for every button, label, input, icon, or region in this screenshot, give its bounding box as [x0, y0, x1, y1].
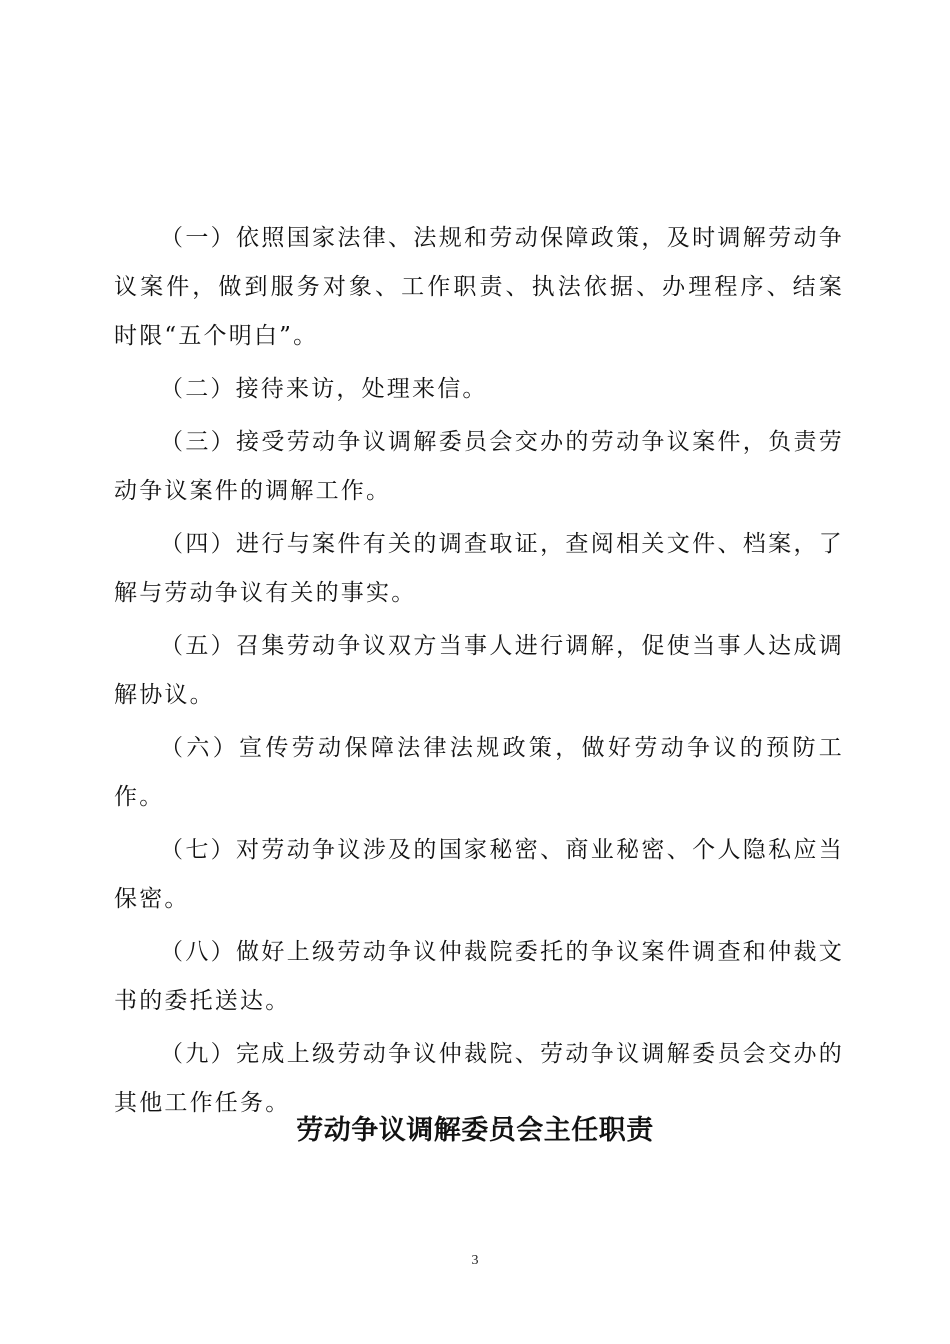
paragraph-duty-2: （二）接待来访，处理来信。	[160, 376, 488, 402]
section-heading: 劳动争议调解委员会主任职责	[296, 1115, 654, 1146]
paragraph-duty-8: （八）做好上级劳动争议仲裁院委托的争议案件调查和仲裁文书的委托送达。	[114, 939, 844, 1014]
paragraph-duty-9: （九）完成上级劳动争议仲裁院、劳动争议调解委员会交办的其他工作任务。	[114, 1041, 844, 1116]
paragraph-duty-4: （四）进行与案件有关的调查取证，查阅相关文件、档案，了解与劳动争议有关的事实。	[114, 531, 844, 606]
paragraph-duty-6: （六）宣传劳动保障法律法规政策，做好劳动争议的预防工作。	[114, 735, 844, 810]
paragraph-duty-1: （一）依照国家法律、法规和劳动保障政策，及时调解劳动争议案件，做到服务对象、工作职责、执法依据、办理程序、结案时限“五个明白”。	[114, 225, 844, 349]
page-number: 3	[471, 1253, 479, 1268]
paragraph-duty-5: （五）召集劳动争议双方当事人进行调解，促使当事人达成调解协议。	[114, 633, 844, 708]
document-body	[114, 214, 844, 1132]
paragraph-duty-7: （七）对劳动争议涉及的国家秘密、商业秘密、个人隐私应当保密。	[114, 837, 844, 912]
paragraph-duty-3: （三）接受劳动争议调解委员会交办的劳动争议案件，负责劳动争议案件的调解工作。	[114, 429, 844, 504]
